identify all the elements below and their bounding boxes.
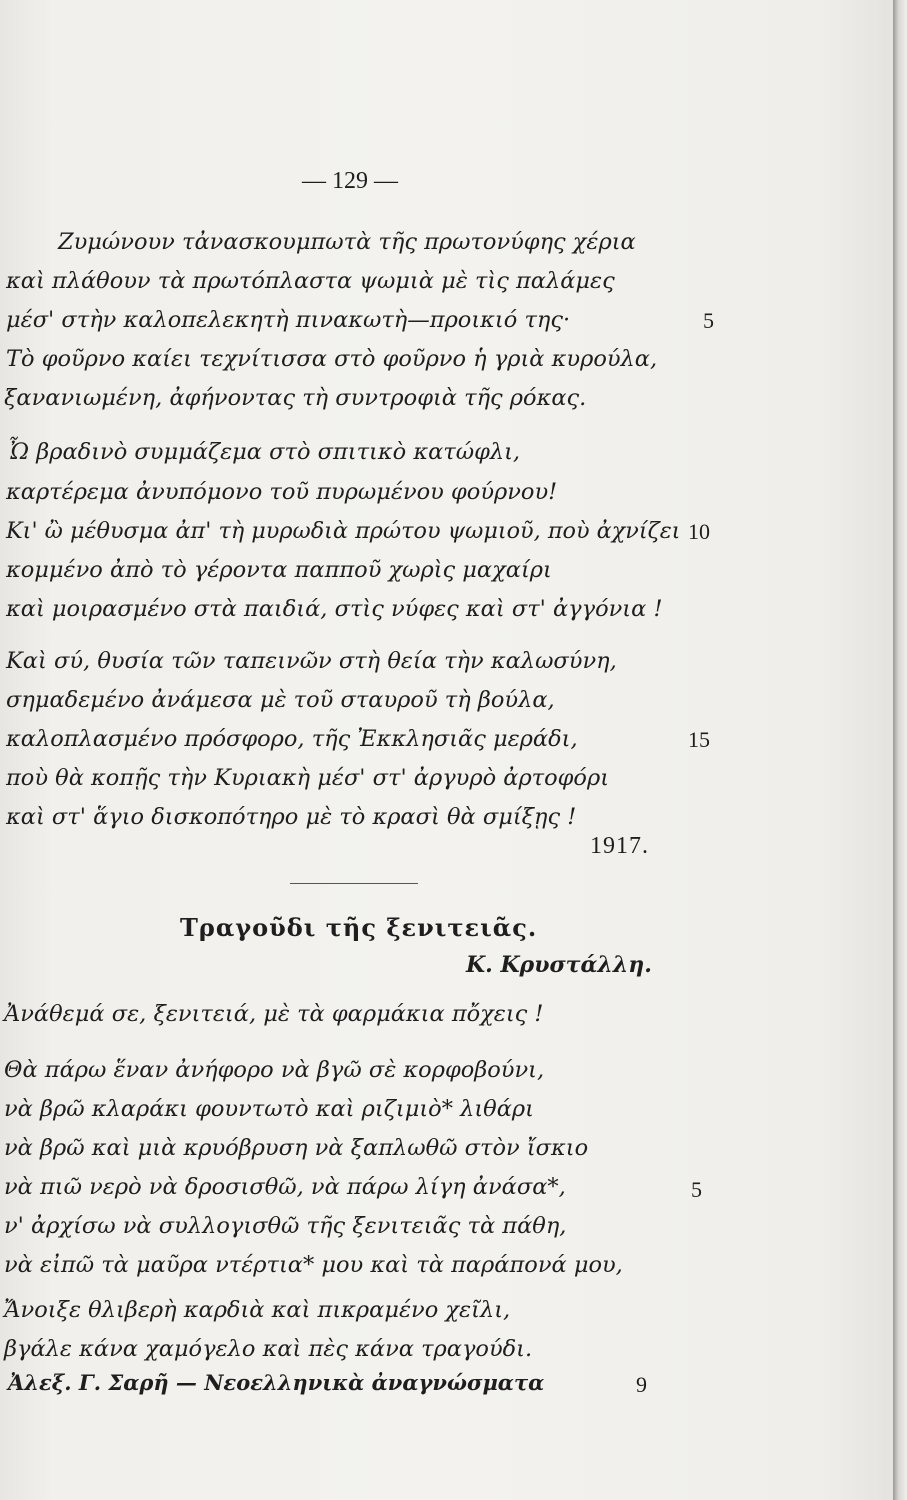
poem1-line-7: καρτέρεμα ἀνυπόμονο τοῦ πυρωμένου φούρνου! — [6, 479, 558, 505]
footer-source: Ἀλεξ. Γ. Σαρῆ — Νεοελληνικὰ ἀναγνώσματα — [8, 1370, 545, 1395]
poem2-author: Κ. Κρυστάλλη. — [466, 952, 652, 978]
poem1-line-9: κομμένο ἀπὸ τὸ γέροντα παπποῦ χωρὶς μαχαίρι — [6, 557, 552, 583]
poem1-line-15: καὶ στ' ἅγιο δισκοπότηρο μὲ τὸ κρασὶ θὰ σμίξῃς ! — [6, 804, 577, 830]
signature-mark: 9 — [636, 1372, 647, 1397]
poem1-line-number-5: 5 — [703, 308, 714, 333]
poem1-line-13: καλοπλασμένο πρόσφορο, τῆς Ἐκκλησιᾶς μεράδι, — [6, 726, 578, 752]
poem1-line-number-10: 10 — [688, 519, 710, 544]
poem1-line-14: ποὺ θὰ κοπῇς τὴν Κυριακὴ μέσ' στ' ἀργυρὸ ἀρτοφόρι — [6, 765, 610, 791]
page-edge-shadow — [893, 0, 907, 1500]
poem1-line-number-15: 15 — [688, 727, 710, 752]
poem2-line-4: νὰ βρῶ καὶ μιὰ κρυόβρυση νὰ ξαπλωθῶ στὸν ἴσκιο — [4, 1135, 589, 1161]
poem1-line-3: μέσ' στὴν καλοπελεκητὴ πινακωτὴ—προικιό της· — [6, 307, 571, 333]
poem2-line-5: νὰ πιῶ νερὸ νὰ δροσισθῶ, νὰ πάρω λίγη ἀνάσα*, — [4, 1174, 566, 1200]
section-divider — [290, 883, 418, 884]
poem2-line-6: ν' ἀρχίσω νὰ συλλογισθῶ τῆς ξενιτειᾶς τὰ πάθη, — [4, 1213, 567, 1239]
poem2-line-1: Ἀνάθεμά σε, ξενιτειά, μὲ τὰ φαρμάκια πὄχεις ! — [4, 1001, 544, 1027]
poem1-line-1: Ζυμώνουν τἀνασκουμπωτὰ τῆς πρωτονύφης χέρια — [58, 229, 636, 255]
poem1-line-2: καὶ πλάθουν τὰ πρωτόπλαστα ψωμιὰ μὲ τὶς παλάμες — [6, 268, 615, 294]
poem1-line-8: Κι' ὢ μέθυσμα ἀπ' τὴ μυρωδιὰ πρώτου ψωμιοῦ, ποὺ ἀχνίζει — [6, 518, 681, 544]
poem2-title: Τραγοῦδι τῆς ξενιτειᾶς. — [180, 913, 538, 942]
poem1-year: 1917. — [590, 833, 649, 859]
poem1-line-11: Καὶ σύ, θυσία τῶν ταπεινῶν στὴ θεία τὴν καλωσύνη, — [6, 648, 617, 674]
poem2-line-2: Θὰ πάρω ἕναν ἀνήφορο νὰ βγῶ σὲ κορφοβούνι, — [4, 1057, 545, 1083]
poem2-line-8: Ἄνοιξε θλιβερὴ καρδιὰ καὶ πικραμένο χεῖλι, — [4, 1297, 511, 1323]
poem2-line-3: νὰ βρῶ κλαράκι φουντωτὸ καὶ ριζιμιὸ* λιθάρι — [4, 1096, 534, 1122]
poem2-line-7: νὰ εἰπῶ τὰ μαῦρα ντέρτια* μου καὶ τὰ παράπονά μου, — [4, 1252, 623, 1278]
poem1-line-10: καὶ μοιρασμένο στὰ παιδιά, στὶς νύφες καὶ στ' ἀγγόνια ! — [6, 596, 663, 622]
poem2-line-number-5: 5 — [691, 1177, 702, 1202]
poem1-line-5: ξανανιωμένη, ἀφήνοντας τὴ συντροφιὰ τῆς ρόκας. — [4, 385, 587, 411]
poem2-line-9: βγάλε κάνα χαμόγελο καὶ πὲς κάνα τραγούδι. — [4, 1336, 533, 1362]
poem1-line-4: Τὸ φοῦρνο καίει τεχνίτισσα στὸ φοῦρνο ἡ γριὰ κυρούλα, — [6, 346, 658, 372]
poem1-line-12: σημαδεμένο ἀνάμεσα μὲ τοῦ σταυροῦ τὴ βούλα, — [6, 687, 555, 713]
poem1-line-6: Ὦ βραδινὸ συμμάζεμα στὸ σπιτικὸ κατώφλι, — [8, 439, 521, 465]
page-number: — 129 — — [302, 168, 398, 194]
